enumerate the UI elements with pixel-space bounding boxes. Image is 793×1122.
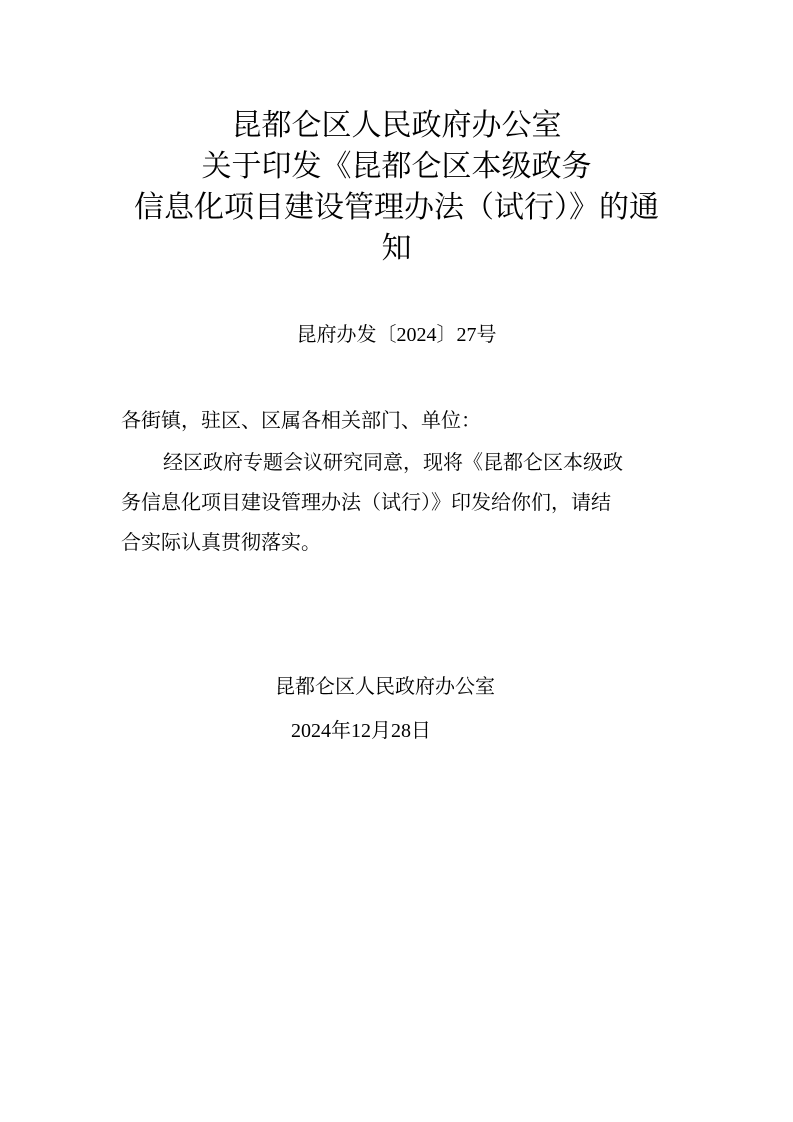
date-month-unit: 月: [371, 718, 391, 742]
issuer-signature: 昆都仑区人民政府办公室: [275, 674, 495, 698]
date-day: 28: [391, 720, 411, 742]
date-day-unit: 日: [411, 718, 431, 742]
document-number: [0, 320, 793, 349]
docno-seq: 27: [456, 324, 477, 346]
document-title: [100, 105, 693, 269]
date-year: 2024: [291, 720, 331, 742]
docno-mid: 〕: [436, 322, 457, 346]
title-line-4: 知: [381, 231, 412, 266]
issue-date: [291, 712, 431, 749]
title-line-3: 信息化项目建设管理办法（试行）》的通: [134, 190, 659, 225]
title-line-2: 关于印发《昆都仑区本级政务: [201, 149, 592, 184]
body-line-1: 经区政府专题会议研究同意，现将《昆都仑区本级政: [163, 450, 623, 474]
body-paragraph: [121, 442, 661, 562]
date-year-unit: 年: [331, 718, 351, 742]
body-line-3: 合实际认真贯彻落实。: [121, 530, 321, 554]
title-line-1: 昆都仑区人民政府办公室: [231, 108, 562, 143]
docno-prefix: 昆府办发〔: [296, 322, 397, 346]
date-month: 12: [351, 720, 371, 742]
docno-year: 2024: [396, 324, 437, 346]
addressee: 各街镇，驻区、区属各相关部门、单位：: [121, 408, 481, 432]
body-line-2: 务信息化项目建设管理办法（试行）》印发给你们，请结: [121, 490, 611, 514]
docno-suffix: 号: [476, 322, 497, 346]
